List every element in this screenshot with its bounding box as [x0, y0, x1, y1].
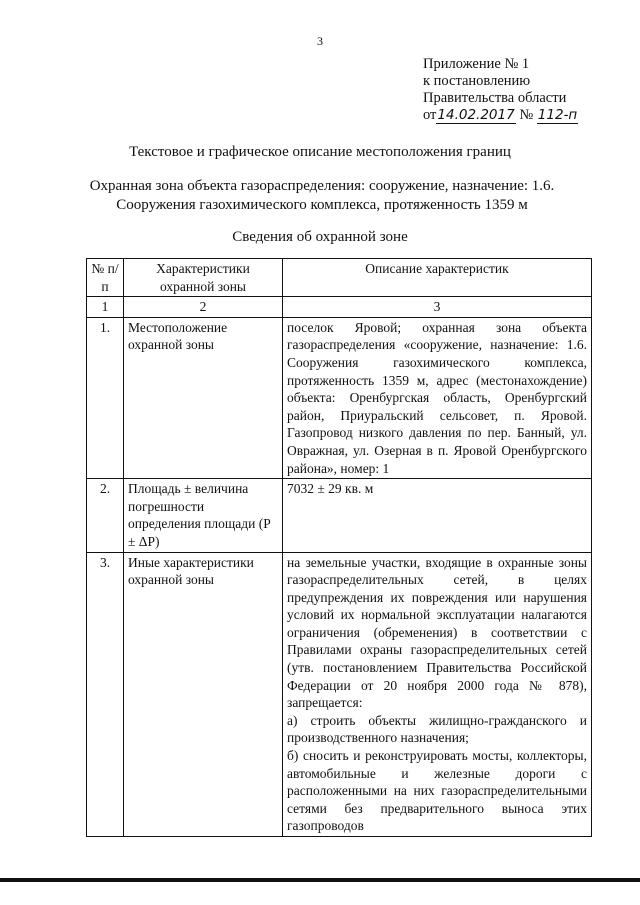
- row-description: на земельные участки, входящие в охранные зоны газораспределительных сетей, в целях предупреждения их повреждения или нарушения условий их нормальной эксплуатации налагаются ограничения (обременения) в соответствии с Правилами охраны газораспределительных сетей (утв. постановлением Правительства Российской Федерации от 20 ноября 2000 года № 878), запрещается:: [287, 554, 587, 711]
- table-header-row: [87, 259, 592, 297]
- restriction-item-b: б) сносить и реконструировать мосты, коллекторы, автомобильные и железные дороги с расположенными на них газораспределительными сетями без предварительного выноса этих газопроводов: [287, 748, 587, 834]
- column-number-1: 1: [87, 297, 124, 318]
- column-number-3: 3: [283, 297, 592, 318]
- table-row: [87, 317, 592, 478]
- table-row: [87, 479, 592, 552]
- appendix-title: Приложение № 1: [423, 56, 530, 72]
- row-description: поселок Яровой; охранная зона объекта газораспределения «сооружение, назначение: 1.6. Сооружения газохимического комплекса, протяженность 1359 м, адрес (местонахождение) объекта: Оренбургская область, Оренбургский район, Приуральский сельсовет, п. Яровой. Газопровод низкого давления по пер. Банный, ул. Овражная, ул. Озерная в п. Яровой Оренбургского района», номер: 1: [283, 317, 592, 478]
- appendix-government: Правительства области: [423, 90, 567, 106]
- date-prefix: от: [423, 107, 437, 123]
- header-description: Описание характеристик: [283, 259, 592, 297]
- document-title: Текстовое и графическое описание местоположения границ: [129, 144, 511, 160]
- row-number: 2.: [87, 479, 124, 552]
- row-number: 3.: [87, 552, 124, 837]
- protection-zone-table: [86, 258, 592, 837]
- row-characteristic: Иные характеристики охранной зоны: [124, 552, 283, 837]
- restriction-item-a: а) строить объекты жилищно-гражданского и производственного назначения;: [287, 712, 587, 746]
- header-characteristics: Характеристики охранной зоны: [124, 259, 283, 297]
- row-characteristic: Площадь ± величина погрешности определения площади (P ± ΔP): [124, 479, 283, 552]
- appendix-resolution: к постановлению: [423, 73, 531, 89]
- handwritten-number: 112-п: [537, 107, 578, 123]
- column-numbers-row: [87, 297, 592, 318]
- row-description: 7032 ± 29 кв. м: [283, 479, 592, 552]
- row-description-cell: [283, 552, 592, 837]
- column-number-2: 2: [124, 297, 283, 318]
- page-number: 3: [317, 34, 323, 48]
- header-number: № п/п: [87, 259, 124, 297]
- zone-description: Охранная зона объекта газораспределения: сооружение, назначение: 1.6. Сооружения газохимического комплекса, протяженность 1359 м: [89, 178, 555, 213]
- table-row: [87, 552, 592, 837]
- row-characteristic: Местоположение охранной зоны: [124, 317, 283, 478]
- handwritten-date: 14.02.2017: [437, 107, 515, 123]
- appendix-header: [423, 56, 578, 124]
- number-label: №: [519, 107, 534, 123]
- table-title: Сведения об охранной зоне: [232, 229, 408, 245]
- appendix-date-line: [423, 107, 578, 124]
- bottom-scan-border: [0, 878, 640, 882]
- row-number: 1.: [87, 317, 124, 478]
